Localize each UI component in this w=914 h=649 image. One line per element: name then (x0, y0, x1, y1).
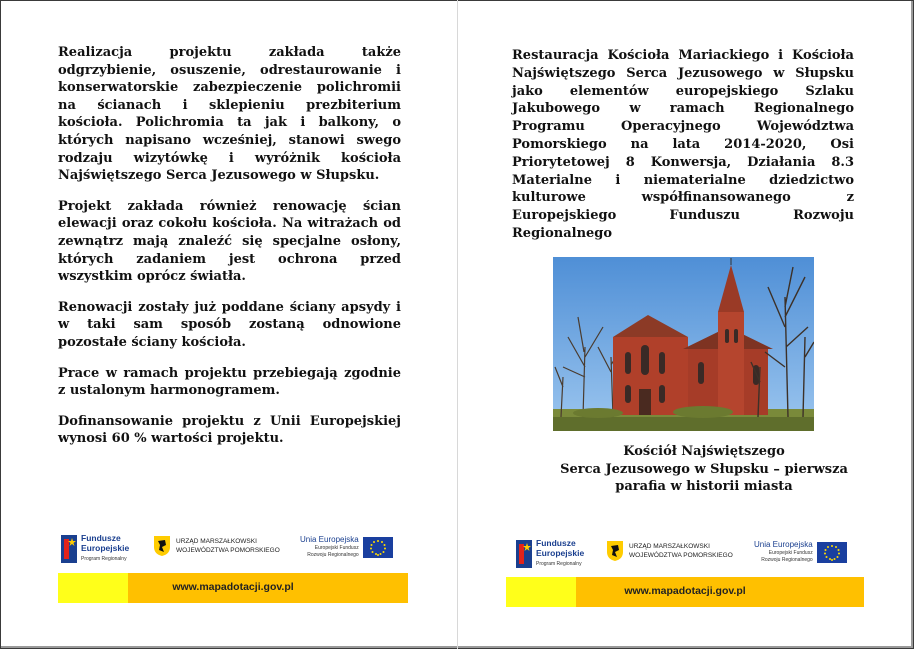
ue-subtitle: Rozwoju Regionalnego (307, 552, 359, 558)
left-page-text (58, 44, 401, 461)
fe-subtitle: Program Regionalny (536, 561, 582, 567)
website-link[interactable]: www.mapadotacji.gov.pl (624, 585, 746, 597)
fe-star-icon (61, 535, 77, 563)
urzad-marszalkowski-logo (606, 540, 733, 562)
fundusze-europejskie-logo (516, 538, 584, 569)
url-bar-left (58, 573, 408, 603)
griffin-icon (606, 540, 624, 562)
um-line: WOJEWÓDZTWA POMORSKIEGO (176, 547, 280, 554)
fe-title: Fundusze (536, 538, 576, 548)
caption-line: parafia w historii miasta (615, 479, 793, 495)
caption-line: Kościół Najświętszego (623, 444, 785, 459)
fundusze-europejskie-logo (61, 533, 129, 564)
church-photo (553, 257, 814, 431)
paragraph: Projekt zakłada również renowację ścian elewacji oraz cokołu kościoła. Na witrażach od zewnątrz mają znaleźć się specjalne osłony, których zadaniem jest ochrona przed wszystkim oprócz światła. (58, 198, 401, 285)
paragraph: Dofinansowanie projektu z Unii Europejskiej wynosi 60 % wartości projektu. (58, 413, 401, 447)
um-line: URZĄD MARSZAŁKOWSKI (629, 543, 710, 550)
fe-title: Fundusze (81, 533, 121, 543)
urzad-marszalkowski-logo (153, 535, 280, 557)
fe-star-icon (516, 540, 532, 568)
unia-europejska-logo (300, 536, 393, 559)
paragraph: Prace w ramach projektu przebiegają zgodnie z ustalonym harmonogramem. (58, 365, 401, 399)
ue-title: Unia Europejska (300, 535, 359, 544)
paragraph: Renowacji zostały już poddane ściany apsydy i w taki sam sposób zostaną odnowione pozostałe ściany kościoła. (58, 299, 401, 350)
ue-subtitle: Rozwoju Regionalnego (761, 557, 813, 563)
project-title: Restauracja Kościoła Mariackiego i Kościoła Najświętszego Serca Jezusowego w Słupsku jako elementów europejskiego Szlaku Jakubowego w ramach Regionalnego Programu Operacyjnego Województwa Pomorskiego na lata 2014-2020, Osi Priorytetowej 8 Konwersja, Działania 8.3 Materialne i niematerialne dziedzictwo kulturowe współfinansowanego z Europejskiego Funduszu Rozwoju Regionalnego (512, 48, 854, 241)
website-link[interactable]: www.mapadotacji.gov.pl (172, 581, 294, 593)
ue-subtitle: Europejski Fundusz (314, 545, 359, 551)
caption-line: Serca Jezusowego w Słupsku – pierwsza (560, 461, 848, 477)
photo-caption (510, 443, 898, 496)
um-line: WOJEWÓDZTWA POMORSKIEGO (629, 552, 733, 559)
eu-flag-icon (363, 537, 393, 558)
fe-title: Europejskie (81, 543, 130, 553)
griffin-icon (153, 535, 171, 557)
paragraph: Realizacja projektu zakłada także odgrzybienie, osuszenie, odrestaurowanie i konserwatorskie zabezpieczenie polichromii na ścianach i sklepieniu prezbiterium kościoła. Polichromia ta jak i balkony, o których napisano wcześniej, stanowi swego rodzaju wizytówkę i wyróżnik kościoła Najświętszego Serca Jezusowego w Słupsku. (58, 45, 401, 184)
fe-subtitle: Program Regionalny (81, 556, 127, 562)
page-fold (457, 0, 458, 649)
url-bar-right (506, 577, 864, 607)
unia-europejska-logo (754, 541, 847, 564)
eu-flag-icon (817, 542, 847, 563)
ue-subtitle: Europejski Fundusz (768, 550, 813, 556)
fe-title: Europejskie (536, 548, 585, 558)
um-line: URZĄD MARSZAŁKOWSKI (176, 538, 257, 545)
ue-title: Unia Europejska (754, 540, 813, 549)
